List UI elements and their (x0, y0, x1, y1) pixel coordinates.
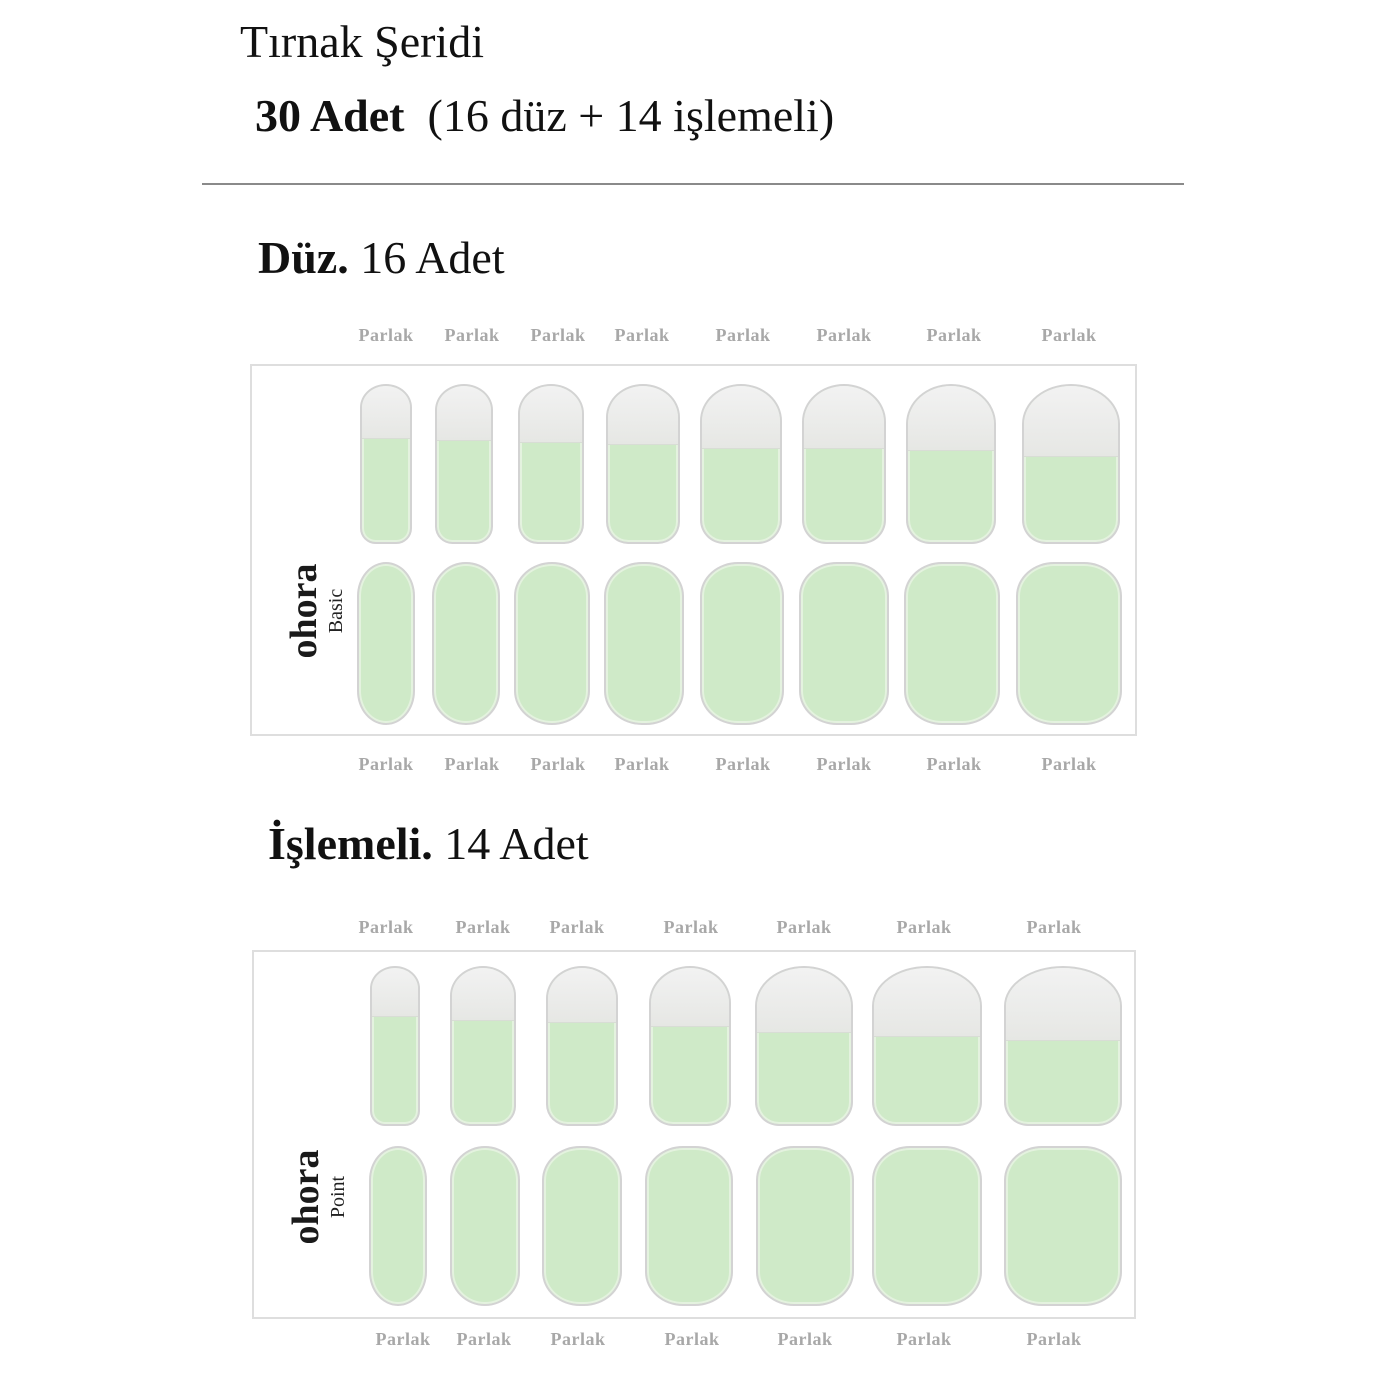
nail-sticker-solid (645, 1146, 733, 1306)
nail-sticker-french-tip (802, 384, 886, 544)
nail-sticker-french-tip (450, 966, 516, 1126)
finish-label: Parlak (358, 754, 414, 774)
finish-label: Parlak (550, 1329, 606, 1349)
finish-label: Parlak (896, 917, 952, 937)
nail-sticker-solid (604, 562, 684, 725)
nail-tip (757, 968, 851, 1033)
piece-count-detail: (16 düz + 14 işlemeli) (427, 90, 835, 141)
nail-sticker-french-tip (606, 384, 680, 544)
finish-label: Parlak (530, 325, 586, 345)
finish-label: Parlak (444, 754, 500, 774)
nail-sticker-solid (799, 562, 889, 725)
nail-tip (362, 386, 410, 439)
nail-sticker-french-tip (1004, 966, 1122, 1126)
nail-tip (1006, 968, 1120, 1041)
brand-logo: ohora (283, 563, 325, 659)
finish-label: Parlak (614, 754, 670, 774)
nail-tip (372, 968, 418, 1017)
nail-tip (520, 386, 582, 443)
finish-label: Parlak (715, 754, 771, 774)
piece-count (255, 88, 834, 144)
nail-sticker-french-tip (370, 966, 420, 1126)
section-heading-point (268, 816, 589, 872)
nail-tip (651, 968, 729, 1027)
nail-sticker-french-tip (518, 384, 584, 544)
nail-sticker-solid (904, 562, 1000, 725)
nail-tip (804, 386, 884, 449)
nail-sticker-solid (450, 1146, 520, 1306)
finish-label: Parlak (456, 1329, 512, 1349)
section-heading-basic-count: 16 Adet (348, 232, 505, 283)
nail-tip (452, 968, 514, 1021)
nail-sticker-solid (700, 562, 784, 725)
section-heading-basic-bold: Düz. (258, 232, 349, 283)
section-heading-point-bold: İşlemeli. (268, 818, 433, 869)
nail-tip (1024, 386, 1118, 457)
nail-sticker-french-tip (435, 384, 493, 544)
nail-sticker-solid (542, 1146, 622, 1306)
nail-sheet-point (252, 950, 1136, 1319)
nail-sticker-solid (432, 562, 500, 725)
nail-sticker-french-tip (700, 384, 782, 544)
nail-sticker-french-tip (906, 384, 996, 544)
finish-label: Parlak (358, 917, 414, 937)
finish-label: Parlak (926, 754, 982, 774)
finish-label: Parlak (455, 917, 511, 937)
finish-label: Parlak (549, 917, 605, 937)
product-line-label: Basic (325, 588, 347, 634)
page-title: Tırnak Şeridi (240, 16, 484, 67)
piece-count-total: 30 Adet (255, 90, 405, 141)
nail-tip (874, 968, 980, 1037)
finish-label: Parlak (777, 1329, 833, 1349)
finish-label: Parlak (1041, 754, 1097, 774)
finish-label: Parlak (664, 1329, 720, 1349)
finish-label: Parlak (816, 754, 872, 774)
finish-label: Parlak (776, 917, 832, 937)
nail-sticker-french-tip (649, 966, 731, 1126)
finish-label: Parlak (530, 754, 586, 774)
nail-sticker-french-tip (872, 966, 982, 1126)
finish-label: Parlak (896, 1329, 952, 1349)
section-heading-point-count: 14 Adet (432, 818, 589, 869)
finish-label: Parlak (816, 325, 872, 345)
brand-mark-point (286, 1067, 366, 1327)
finish-label: Parlak (926, 325, 982, 345)
nail-sticker-solid (357, 562, 415, 725)
brand-mark-basic (284, 481, 364, 741)
finish-label: Parlak (375, 1329, 431, 1349)
nail-sticker-french-tip (360, 384, 412, 544)
finish-label: Parlak (663, 917, 719, 937)
nail-tip (908, 386, 994, 451)
finish-label: Parlak (444, 325, 500, 345)
finish-label: Parlak (715, 325, 771, 345)
nail-sticker-french-tip (755, 966, 853, 1126)
nail-sticker-solid (1016, 562, 1122, 725)
nail-sticker-french-tip (546, 966, 618, 1126)
nail-tip (548, 968, 616, 1023)
nail-sticker-solid (872, 1146, 982, 1306)
nail-sheet-basic (250, 364, 1137, 736)
finish-label: Parlak (358, 325, 414, 345)
nail-tip (702, 386, 780, 449)
nail-tip (437, 386, 491, 441)
nail-sticker-french-tip (1022, 384, 1120, 544)
nail-tip (608, 386, 678, 445)
finish-label: Parlak (1026, 1329, 1082, 1349)
finish-label: Parlak (1041, 325, 1097, 345)
nail-sticker-solid (369, 1146, 427, 1306)
brand-logo: ohora (285, 1149, 327, 1245)
divider (202, 183, 1184, 185)
nail-sticker-solid (1004, 1146, 1122, 1306)
nail-sticker-solid (756, 1146, 854, 1306)
finish-label: Parlak (1026, 917, 1082, 937)
finish-label: Parlak (614, 325, 670, 345)
product-line-label: Point (327, 1175, 349, 1219)
section-heading-basic (258, 230, 505, 286)
nail-sticker-solid (514, 562, 590, 725)
